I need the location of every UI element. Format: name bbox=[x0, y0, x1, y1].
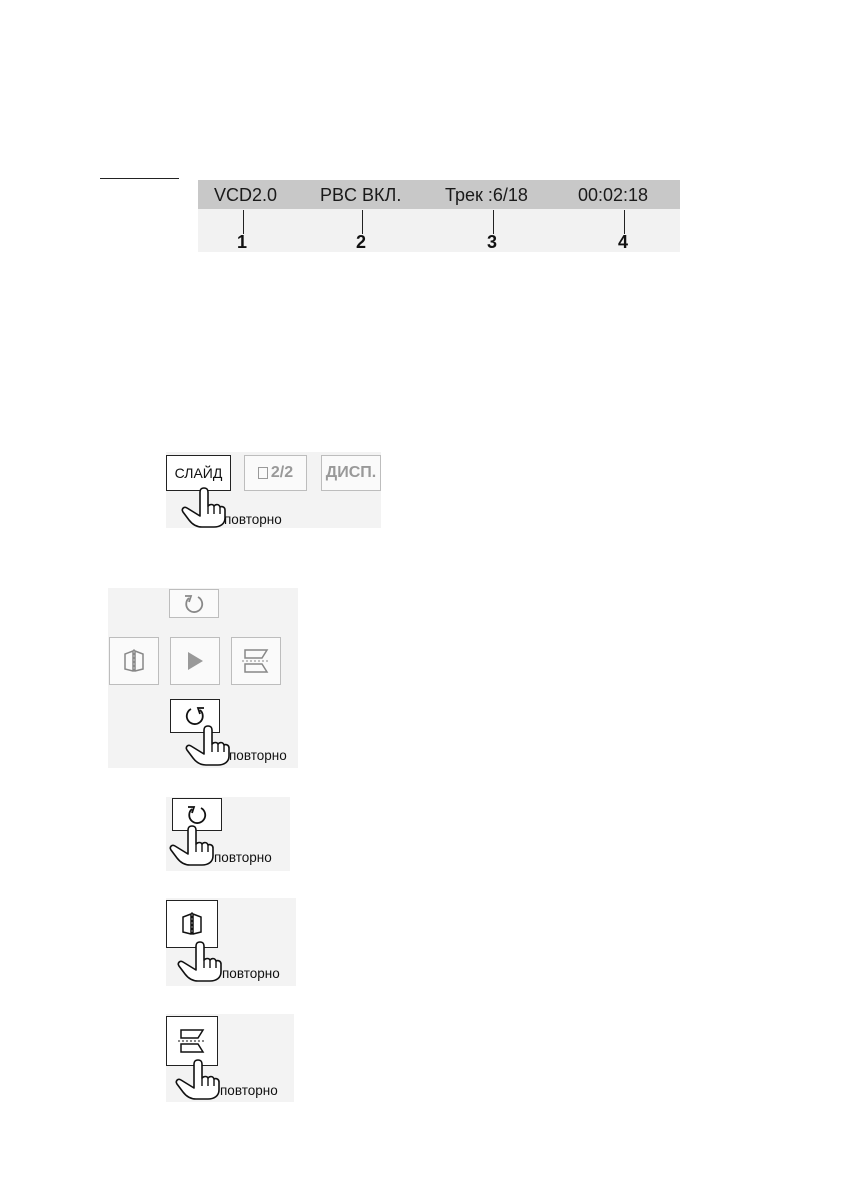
callout-2: 2 bbox=[356, 232, 367, 252]
repeat-label: повторно bbox=[229, 748, 287, 763]
flip-vertical-button[interactable] bbox=[231, 637, 281, 685]
display-button-label: ДИСП. bbox=[325, 464, 377, 481]
slide-button-label: СЛАЙД bbox=[174, 465, 223, 481]
repeat-label: повторно bbox=[224, 512, 282, 527]
rotate-cw-step bbox=[166, 797, 290, 871]
rotate-panel bbox=[108, 588, 298, 768]
mirror-icon bbox=[120, 649, 148, 673]
page-icon bbox=[258, 467, 268, 479]
hand-pointer-icon bbox=[168, 824, 216, 866]
osd-display bbox=[198, 180, 680, 252]
hand-pointer-icon bbox=[180, 486, 228, 528]
mirror-icon bbox=[178, 912, 206, 936]
callout-line-3 bbox=[493, 210, 494, 234]
section-rule bbox=[100, 178, 179, 179]
callout-1: 1 bbox=[237, 232, 248, 252]
flip-vertical-icon bbox=[242, 648, 270, 674]
mirror-step bbox=[166, 898, 296, 986]
hand-pointer-icon bbox=[176, 940, 224, 982]
osd-time: 00:02:18 bbox=[578, 185, 649, 205]
callout-4: 4 bbox=[618, 232, 629, 252]
osd-disc-type: VCD2.0 bbox=[214, 185, 278, 205]
display-button[interactable] bbox=[321, 455, 381, 491]
mirror-button[interactable] bbox=[109, 637, 159, 685]
rotate-cw-icon bbox=[183, 593, 205, 615]
callout-line-2 bbox=[362, 210, 363, 234]
hand-pointer-icon bbox=[174, 1058, 222, 1100]
repeat-label: повторно bbox=[214, 850, 272, 865]
flip-vertical-icon bbox=[178, 1028, 206, 1054]
play-button[interactable] bbox=[170, 637, 220, 685]
repeat-label: повторно bbox=[222, 966, 280, 981]
osd-track: Трек :6/18 bbox=[445, 185, 528, 205]
rotate-cw-button[interactable] bbox=[169, 589, 219, 618]
rotate-cw-icon bbox=[186, 804, 208, 826]
callout-line-1 bbox=[243, 210, 244, 234]
flip-step bbox=[166, 1014, 294, 1102]
page-button-label: 2/2 bbox=[270, 464, 294, 481]
repeat-label: повторно bbox=[220, 1083, 278, 1098]
slide-panel bbox=[166, 452, 381, 528]
hand-pointer-icon bbox=[184, 724, 232, 766]
play-icon bbox=[186, 651, 204, 671]
callout-line-4 bbox=[624, 210, 625, 234]
callout-3: 3 bbox=[487, 232, 498, 252]
page-button[interactable] bbox=[244, 455, 307, 491]
osd-pbc-status: PBC ВКЛ. bbox=[320, 185, 402, 205]
